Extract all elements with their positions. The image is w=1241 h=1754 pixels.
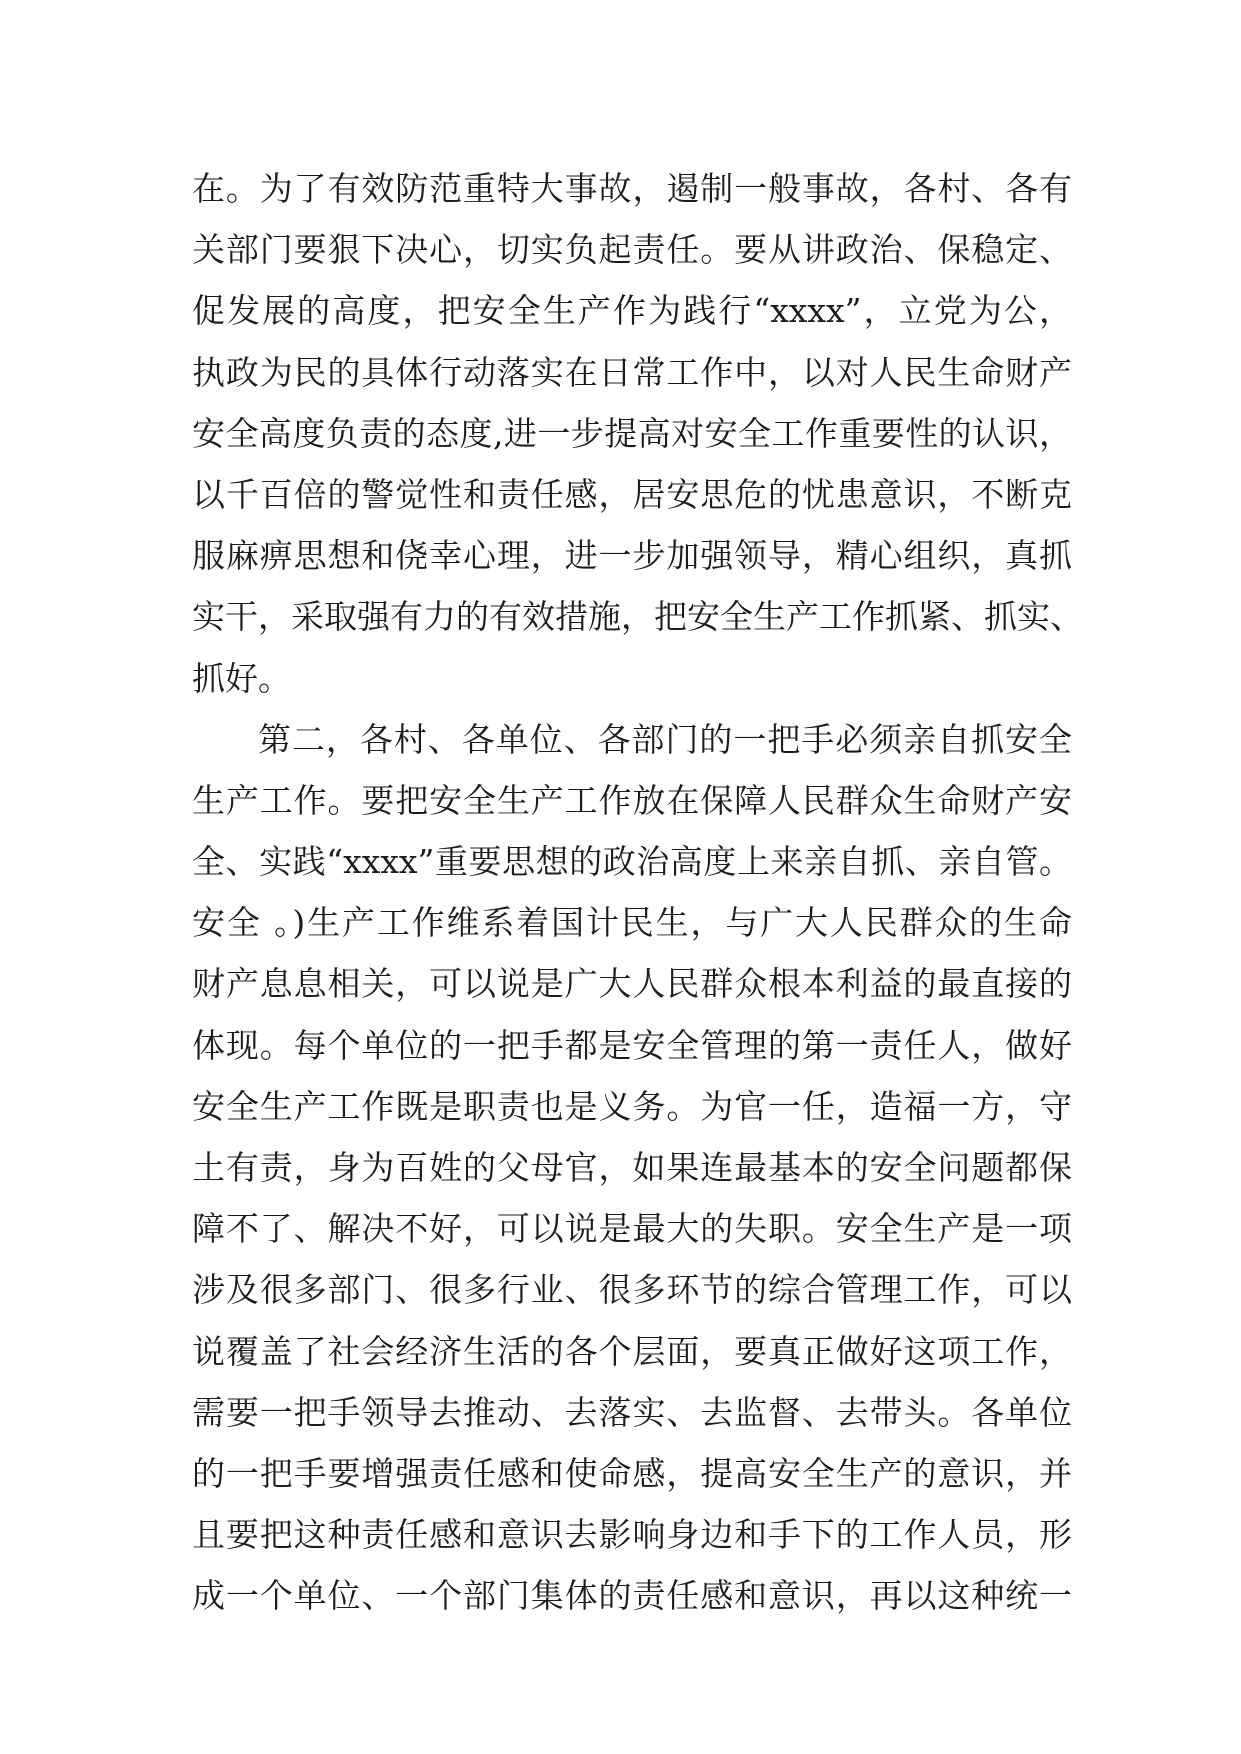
text-line: 需要一把手领导去推动、去落实、去监督、去带头。各单位 bbox=[192, 1392, 1072, 1432]
text-line: 成一个单位、一个部门集体的责任感和意识，再以这种统一 bbox=[192, 1576, 1072, 1616]
text-line: 且要把这种责任感和意识去影响身边和手下的工作人员，形 bbox=[192, 1515, 1072, 1555]
text-line: 土有责，身为百姓的父母官，如果连最基本的安全问题都保 bbox=[192, 1148, 1072, 1187]
text-line: 安全生产工作既是职责也是义务。为官一任，造福一方，守 bbox=[192, 1086, 1072, 1126]
text-line: 的一把手要增强责任感和使命感，提高安全生产的意识，并 bbox=[192, 1453, 1072, 1493]
text-line: 执政为民的具体行动落实在日常工作中，以对人民生命财产 bbox=[192, 352, 1072, 392]
text-line: 促发展的高度，把安全生产作为践行“xxxx”，立党为公， bbox=[192, 291, 1072, 331]
text-line: 关部门要狠下决心，切实负起责任。要从讲政治、保稳定、 bbox=[192, 230, 1072, 270]
text-line: 财产息息相关，可以说是广大人民群众根本利益的最直接的 bbox=[192, 964, 1072, 1004]
paragraph-end-line: 抓好。 bbox=[192, 658, 291, 698]
text-line: 涉及很多部门、很多行业、很多环节的综合管理工作，可以 bbox=[192, 1270, 1072, 1310]
text-line: 全、实践“xxxx”重要思想的政治高度上来亲自抓、亲自管。 bbox=[192, 842, 1072, 882]
text-line: 在。为了有效防范重特大事故，遏制一般事故，各村、各有 bbox=[192, 169, 1072, 208]
document-body bbox=[192, 158, 1083, 1627]
text-line: 障不了、解决不好，可以说是最大的失职。安全生产是一项 bbox=[192, 1209, 1072, 1249]
text-line: 安全高度负责的态度,进一步提高对安全工作重要性的认识， bbox=[192, 413, 1072, 453]
text-line: 安全 。)生产工作维系着国计民生，与广大人民群众的生命 bbox=[192, 903, 1072, 943]
text-line: 以千百倍的警觉性和责任感，居安思危的忧患意识，不断克 bbox=[192, 474, 1072, 514]
text-line: 生产工作。要把安全生产工作放在保障人民群众生命财产安 bbox=[192, 780, 1072, 820]
text-line: 体现。每个单位的一把手都是安全管理的第一责任人，做好 bbox=[192, 1025, 1072, 1065]
text-line: 实干，采取强有力的有效措施，把安全生产工作抓紧、抓实、 bbox=[192, 597, 1083, 637]
paragraph-start-line: 第二，各村、各单位、各部门的一把手必须亲自抓安全 bbox=[258, 719, 1072, 759]
text-line: 说覆盖了社会经济生活的各个层面，要真正做好这项工作， bbox=[192, 1331, 1072, 1371]
text-line: 服麻痹思想和侥幸心理，进一步加强领导，精心组织，真抓 bbox=[192, 536, 1072, 576]
